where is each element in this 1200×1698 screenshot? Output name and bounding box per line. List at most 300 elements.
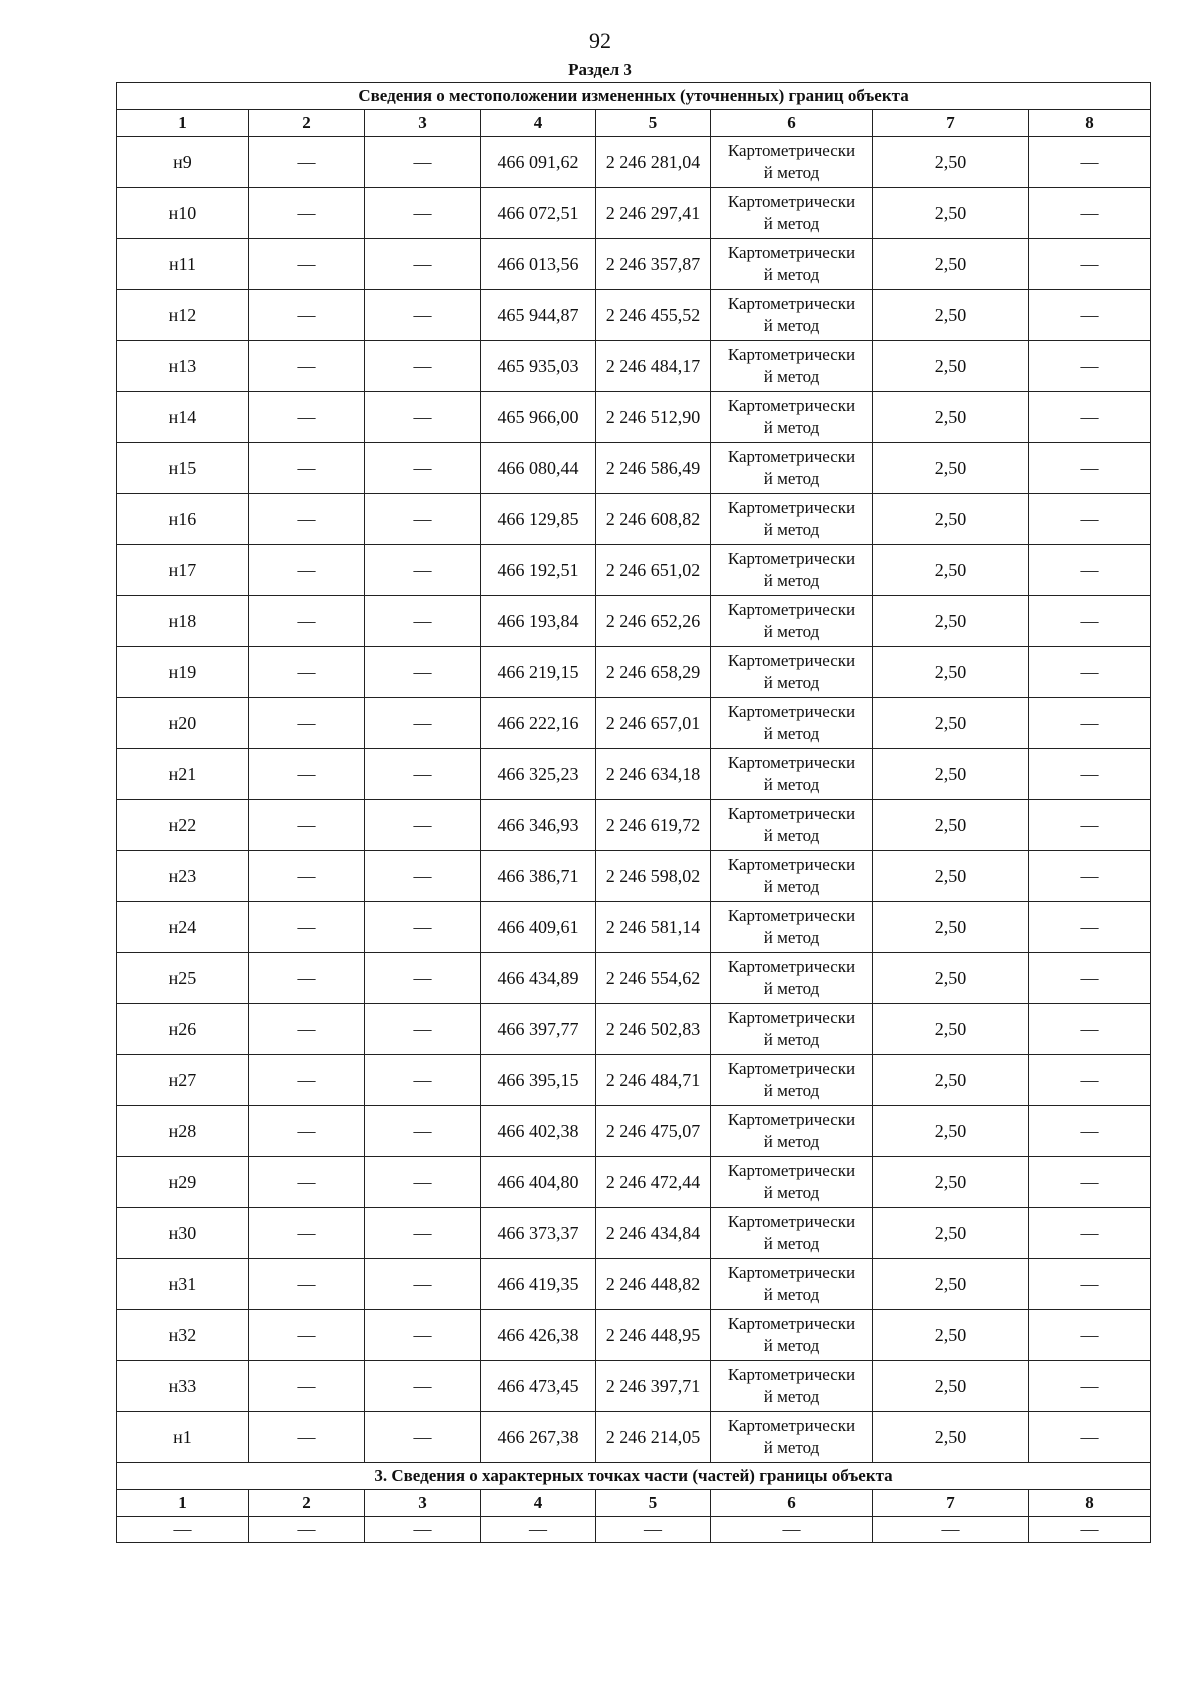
table-row: [117, 698, 1151, 749]
y-coordinate-cell: 2 246 581,14: [596, 902, 711, 953]
point-name-cell: н31: [117, 1259, 249, 1310]
x-coordinate-cell: 466 404,80: [481, 1157, 596, 1208]
method-line-2: й метод: [763, 775, 820, 794]
x-coordinate-cell: 466 091,62: [481, 137, 596, 188]
method-line-1: Картометрически: [727, 549, 856, 568]
dash-cell: —: [365, 1412, 481, 1463]
accuracy-cell: 2,50: [873, 953, 1029, 1004]
point-name-cell: н13: [117, 341, 249, 392]
x-coordinate-cell: 466 346,93: [481, 800, 596, 851]
method-line-1: Картометрически: [727, 1161, 856, 1180]
point-name-cell: н29: [117, 1157, 249, 1208]
method-line-1: Картометрически: [727, 447, 856, 466]
y-coordinate-cell: 2 246 214,05: [596, 1412, 711, 1463]
column-number: 7: [873, 1490, 1029, 1517]
dash-cell: —: [365, 1055, 481, 1106]
y-coordinate-cell: 2 246 619,72: [596, 800, 711, 851]
table-row: [117, 749, 1151, 800]
column-number: 1: [117, 1490, 249, 1517]
method-cell: [711, 1004, 873, 1055]
method-line-2: й метод: [763, 571, 820, 590]
method-line-1: Картометрически: [727, 1314, 856, 1333]
accuracy-cell: 2,50: [873, 698, 1029, 749]
table-row: [117, 1106, 1151, 1157]
dash-cell: —: [365, 1106, 481, 1157]
y-coordinate-cell: 2 246 297,41: [596, 188, 711, 239]
method-line-1: Картометрически: [727, 600, 856, 619]
dash-cell: —: [249, 1361, 365, 1412]
accuracy-cell: 2,50: [873, 1106, 1029, 1157]
accuracy-cell: 2,50: [873, 749, 1029, 800]
x-coordinate-cell: 466 386,71: [481, 851, 596, 902]
y-coordinate-cell: 2 246 608,82: [596, 494, 711, 545]
y-coordinate-cell: 2 246 652,26: [596, 596, 711, 647]
point-name-cell: н28: [117, 1106, 249, 1157]
x-coordinate-cell: 466 409,61: [481, 902, 596, 953]
dash-cell: —: [365, 392, 481, 443]
dash-cell: —: [365, 494, 481, 545]
method-line-2: й метод: [763, 316, 820, 335]
dash-cell: —: [249, 239, 365, 290]
point-name-cell: н9: [117, 137, 249, 188]
method-line-1: Картометрически: [727, 906, 856, 925]
dash-cell: —: [1029, 239, 1151, 290]
dash-cell: —: [1029, 341, 1151, 392]
method-line-2: й метод: [763, 1387, 820, 1406]
table-row: [117, 188, 1151, 239]
point-name-cell: н25: [117, 953, 249, 1004]
method-line-2: й метод: [763, 163, 820, 182]
method-line-1: Картометрически: [727, 1212, 856, 1231]
point-name-cell: н32: [117, 1310, 249, 1361]
table-row: [117, 1157, 1151, 1208]
dash-cell: —: [1029, 1361, 1151, 1412]
dash-cell: —: [249, 698, 365, 749]
point-name-cell: н18: [117, 596, 249, 647]
method-cell: [711, 239, 873, 290]
dash-cell: —: [1029, 1055, 1151, 1106]
table-row: [117, 1259, 1151, 1310]
x-coordinate-cell: 466 402,38: [481, 1106, 596, 1157]
method-cell: [711, 494, 873, 545]
dash-cell: —: [365, 239, 481, 290]
accuracy-cell: 2,50: [873, 1157, 1029, 1208]
y-coordinate-cell: 2 246 651,02: [596, 545, 711, 596]
accuracy-cell: 2,50: [873, 1208, 1029, 1259]
method-line-2: й метод: [763, 979, 820, 998]
column-number-row: [117, 110, 1151, 137]
method-line-2: й метод: [763, 1081, 820, 1100]
dash-cell: —: [1029, 392, 1151, 443]
method-cell: [711, 1208, 873, 1259]
accuracy-cell: 2,50: [873, 290, 1029, 341]
dash-cell: —: [249, 188, 365, 239]
point-name-cell: н1: [117, 1412, 249, 1463]
method-line-2: й метод: [763, 877, 820, 896]
dash-cell: —: [249, 596, 365, 647]
method-cell: [711, 1055, 873, 1106]
method-line-2: й метод: [763, 622, 820, 641]
table-row: [117, 647, 1151, 698]
x-coordinate-cell: 466 013,56: [481, 239, 596, 290]
page-number: 92: [589, 28, 611, 53]
x-coordinate-cell: 466 426,38: [481, 1310, 596, 1361]
method-line-2: й метод: [763, 418, 820, 437]
method-cell: [711, 1157, 873, 1208]
table-row: [117, 341, 1151, 392]
column-number: 8: [1029, 110, 1151, 137]
method-line-1: Картометрически: [727, 804, 856, 823]
x-coordinate-cell: 466 419,35: [481, 1259, 596, 1310]
x-coordinate-cell: 466 473,45: [481, 1361, 596, 1412]
y-coordinate-cell: 2 246 448,82: [596, 1259, 711, 1310]
dash-cell: —: [249, 494, 365, 545]
dash-cell: —: [249, 443, 365, 494]
y-coordinate-cell: 2 246 512,90: [596, 392, 711, 443]
dash-cell: —: [365, 596, 481, 647]
point-name-cell: н22: [117, 800, 249, 851]
x-coordinate-cell: 466 373,37: [481, 1208, 596, 1259]
dash-cell: —: [1029, 290, 1151, 341]
accuracy-cell: 2,50: [873, 341, 1029, 392]
point-name-cell: н14: [117, 392, 249, 443]
x-coordinate-cell: 466 193,84: [481, 596, 596, 647]
table-row: [117, 1004, 1151, 1055]
dash-cell: —: [249, 341, 365, 392]
method-line-1: Картометрически: [727, 1416, 856, 1435]
accuracy-cell: 2,50: [873, 392, 1029, 443]
method-line-1: Картометрически: [727, 1263, 856, 1282]
y-coordinate-cell: 2 246 598,02: [596, 851, 711, 902]
table-row: [117, 596, 1151, 647]
dash-cell: —: [1029, 698, 1151, 749]
table-row: [117, 800, 1151, 851]
dash-cell: —: [365, 953, 481, 1004]
dash-cell: —: [365, 1361, 481, 1412]
column-number: 2: [249, 1490, 365, 1517]
point-name-cell: н30: [117, 1208, 249, 1259]
dash-cell: —: [1029, 494, 1151, 545]
dash-cell: —: [1029, 188, 1151, 239]
accuracy-cell: 2,50: [873, 1412, 1029, 1463]
method-cell: [711, 290, 873, 341]
method-line-1: Картометрически: [727, 1059, 856, 1078]
y-coordinate-cell: 2 246 502,83: [596, 1004, 711, 1055]
accuracy-cell: 2,50: [873, 443, 1029, 494]
dash-cell: —: [1029, 647, 1151, 698]
dash-cell: —: [365, 851, 481, 902]
method-cell: [711, 953, 873, 1004]
dash-cell: —: [365, 1208, 481, 1259]
method-line-2: й метод: [763, 469, 820, 488]
y-coordinate-cell: 2 246 397,71: [596, 1361, 711, 1412]
x-coordinate-cell: 466 395,15: [481, 1055, 596, 1106]
column-number: 4: [481, 110, 596, 137]
method-line-1: Картометрически: [727, 1110, 856, 1129]
empty-cell: —: [711, 1517, 873, 1543]
method-line-2: й метод: [763, 367, 820, 386]
table-row: [117, 137, 1151, 188]
method-line-2: й метод: [763, 826, 820, 845]
column-number: 5: [596, 1490, 711, 1517]
x-coordinate-cell: 465 966,00: [481, 392, 596, 443]
dash-cell: —: [249, 1412, 365, 1463]
table-caption-row: [117, 83, 1151, 110]
dash-cell: —: [249, 137, 365, 188]
section2-empty-row: [117, 1517, 1151, 1543]
dash-cell: —: [365, 1310, 481, 1361]
x-coordinate-cell: 466 434,89: [481, 953, 596, 1004]
point-name-cell: н11: [117, 239, 249, 290]
accuracy-cell: 2,50: [873, 1361, 1029, 1412]
method-line-1: Картометрически: [727, 855, 856, 874]
dash-cell: —: [249, 953, 365, 1004]
point-name-cell: н19: [117, 647, 249, 698]
dash-cell: —: [1029, 137, 1151, 188]
method-cell: [711, 851, 873, 902]
section2-column-number-row: [117, 1490, 1151, 1517]
dash-cell: —: [1029, 800, 1151, 851]
method-cell: [711, 1412, 873, 1463]
method-cell: [711, 698, 873, 749]
method-cell: [711, 545, 873, 596]
method-line-1: Картометрически: [727, 957, 856, 976]
dash-cell: —: [1029, 1157, 1151, 1208]
dash-cell: —: [249, 647, 365, 698]
table-row: [117, 902, 1151, 953]
column-number: 3: [365, 110, 481, 137]
method-cell: [711, 137, 873, 188]
method-line-2: й метод: [763, 724, 820, 743]
x-coordinate-cell: 466 192,51: [481, 545, 596, 596]
point-name-cell: н16: [117, 494, 249, 545]
column-number: 8: [1029, 1490, 1151, 1517]
column-number: 7: [873, 110, 1029, 137]
point-name-cell: н23: [117, 851, 249, 902]
y-coordinate-cell: 2 246 634,18: [596, 749, 711, 800]
dash-cell: —: [1029, 443, 1151, 494]
method-cell: [711, 443, 873, 494]
accuracy-cell: 2,50: [873, 494, 1029, 545]
dash-cell: —: [365, 902, 481, 953]
dash-cell: —: [365, 341, 481, 392]
y-coordinate-cell: 2 246 434,84: [596, 1208, 711, 1259]
method-cell: [711, 1106, 873, 1157]
method-cell: [711, 188, 873, 239]
dash-cell: —: [1029, 749, 1151, 800]
table-row: [117, 1208, 1151, 1259]
method-line-2: й метод: [763, 1285, 820, 1304]
y-coordinate-cell: 2 246 472,44: [596, 1157, 711, 1208]
table-row: [117, 443, 1151, 494]
accuracy-cell: 2,50: [873, 239, 1029, 290]
method-line-1: Картометрически: [727, 345, 856, 364]
y-coordinate-cell: 2 246 657,01: [596, 698, 711, 749]
table-row: [117, 494, 1151, 545]
dash-cell: —: [365, 443, 481, 494]
empty-cell: —: [1029, 1517, 1151, 1543]
dash-cell: —: [1029, 953, 1151, 1004]
column-number: 1: [117, 110, 249, 137]
dash-cell: —: [249, 1055, 365, 1106]
accuracy-cell: 2,50: [873, 596, 1029, 647]
method-line-1: Картометрически: [727, 753, 856, 772]
dash-cell: —: [249, 392, 365, 443]
dash-cell: —: [365, 749, 481, 800]
dash-cell: —: [1029, 596, 1151, 647]
empty-cell: —: [249, 1517, 365, 1543]
method-line-2: й метод: [763, 673, 820, 692]
accuracy-cell: 2,50: [873, 902, 1029, 953]
table-row: [117, 392, 1151, 443]
empty-cell: —: [596, 1517, 711, 1543]
x-coordinate-cell: 466 219,15: [481, 647, 596, 698]
column-number: 5: [596, 110, 711, 137]
method-line-1: Картометрически: [727, 651, 856, 670]
dash-cell: —: [1029, 902, 1151, 953]
table-row: [117, 851, 1151, 902]
empty-cell: —: [481, 1517, 596, 1543]
dash-cell: —: [249, 545, 365, 596]
method-line-1: Картометрически: [727, 243, 856, 262]
dash-cell: —: [365, 290, 481, 341]
point-name-cell: н15: [117, 443, 249, 494]
y-coordinate-cell: 2 246 357,87: [596, 239, 711, 290]
table-row: [117, 1361, 1151, 1412]
table-row: [117, 290, 1151, 341]
dash-cell: —: [249, 851, 365, 902]
dash-cell: —: [249, 800, 365, 851]
point-name-cell: н10: [117, 188, 249, 239]
dash-cell: —: [1029, 1412, 1151, 1463]
y-coordinate-cell: 2 246 448,95: [596, 1310, 711, 1361]
y-coordinate-cell: 2 246 586,49: [596, 443, 711, 494]
table-row: [117, 545, 1151, 596]
method-line-2: й метод: [763, 1336, 820, 1355]
dash-cell: —: [1029, 1208, 1151, 1259]
column-number: 3: [365, 1490, 481, 1517]
dash-cell: —: [249, 290, 365, 341]
dash-cell: —: [365, 188, 481, 239]
x-coordinate-cell: 466 325,23: [481, 749, 596, 800]
method-line-2: й метод: [763, 928, 820, 947]
method-cell: [711, 1361, 873, 1412]
dash-cell: —: [365, 698, 481, 749]
dash-cell: —: [249, 1259, 365, 1310]
table-row: [117, 1055, 1151, 1106]
point-name-cell: н12: [117, 290, 249, 341]
method-line-2: й метод: [763, 1132, 820, 1151]
dash-cell: —: [365, 1157, 481, 1208]
table-row: [117, 239, 1151, 290]
y-coordinate-cell: 2 246 658,29: [596, 647, 711, 698]
y-coordinate-cell: 2 246 475,07: [596, 1106, 711, 1157]
point-name-cell: н26: [117, 1004, 249, 1055]
method-line-1: Картометрически: [727, 192, 856, 211]
accuracy-cell: 2,50: [873, 800, 1029, 851]
method-cell: [711, 800, 873, 851]
accuracy-cell: 2,50: [873, 1259, 1029, 1310]
x-coordinate-cell: 465 935,03: [481, 341, 596, 392]
method-cell: [711, 1259, 873, 1310]
x-coordinate-cell: 466 397,77: [481, 1004, 596, 1055]
y-coordinate-cell: 2 246 484,71: [596, 1055, 711, 1106]
table-row: [117, 953, 1151, 1004]
method-line-1: Картометрически: [727, 396, 856, 415]
x-coordinate-cell: 466 072,51: [481, 188, 596, 239]
method-line-2: й метод: [763, 1183, 820, 1202]
accuracy-cell: 2,50: [873, 1310, 1029, 1361]
section-title: Раздел 3: [568, 60, 632, 79]
accuracy-cell: 2,50: [873, 851, 1029, 902]
method-line-1: Картометрически: [727, 294, 856, 313]
table-caption: Сведения о местоположении измененных (уточненных) границ объекта: [117, 83, 1151, 110]
point-name-cell: н17: [117, 545, 249, 596]
dash-cell: —: [1029, 545, 1151, 596]
dash-cell: —: [1029, 1259, 1151, 1310]
accuracy-cell: 2,50: [873, 1004, 1029, 1055]
column-number: 6: [711, 1490, 873, 1517]
boundary-table: [116, 82, 1151, 1543]
accuracy-cell: 2,50: [873, 545, 1029, 596]
method-cell: [711, 749, 873, 800]
accuracy-cell: 2,50: [873, 137, 1029, 188]
dash-cell: —: [365, 800, 481, 851]
y-coordinate-cell: 2 246 554,62: [596, 953, 711, 1004]
point-name-cell: н21: [117, 749, 249, 800]
method-cell: [711, 1310, 873, 1361]
section2-caption-row: [117, 1463, 1151, 1490]
section2-title: 3. Сведения о характерных точках части (частей) границы объекта: [117, 1463, 1151, 1490]
accuracy-cell: 2,50: [873, 1055, 1029, 1106]
dash-cell: —: [249, 1208, 365, 1259]
method-line-2: й метод: [763, 265, 820, 284]
dash-cell: —: [365, 545, 481, 596]
dash-cell: —: [249, 1004, 365, 1055]
empty-cell: —: [365, 1517, 481, 1543]
point-name-cell: н24: [117, 902, 249, 953]
method-line-2: й метод: [763, 520, 820, 539]
dash-cell: —: [365, 1004, 481, 1055]
dash-cell: —: [1029, 1310, 1151, 1361]
dash-cell: —: [1029, 1004, 1151, 1055]
table-row: [117, 1412, 1151, 1463]
dash-cell: —: [365, 1259, 481, 1310]
x-coordinate-cell: 466 080,44: [481, 443, 596, 494]
y-coordinate-cell: 2 246 455,52: [596, 290, 711, 341]
method-line-2: й метод: [763, 1030, 820, 1049]
method-line-1: Картометрически: [727, 702, 856, 721]
x-coordinate-cell: 465 944,87: [481, 290, 596, 341]
dash-cell: —: [1029, 1106, 1151, 1157]
x-coordinate-cell: 466 129,85: [481, 494, 596, 545]
column-number: 2: [249, 110, 365, 137]
x-coordinate-cell: 466 222,16: [481, 698, 596, 749]
method-line-1: Картометрически: [727, 1008, 856, 1027]
column-number: 6: [711, 110, 873, 137]
point-name-cell: н27: [117, 1055, 249, 1106]
dash-cell: —: [365, 647, 481, 698]
point-name-cell: н20: [117, 698, 249, 749]
dash-cell: —: [249, 749, 365, 800]
accuracy-cell: 2,50: [873, 188, 1029, 239]
y-coordinate-cell: 2 246 484,17: [596, 341, 711, 392]
dash-cell: —: [249, 902, 365, 953]
method-line-1: Картометрически: [727, 498, 856, 517]
column-number: 4: [481, 1490, 596, 1517]
method-line-1: Картометрически: [727, 141, 856, 160]
method-cell: [711, 647, 873, 698]
